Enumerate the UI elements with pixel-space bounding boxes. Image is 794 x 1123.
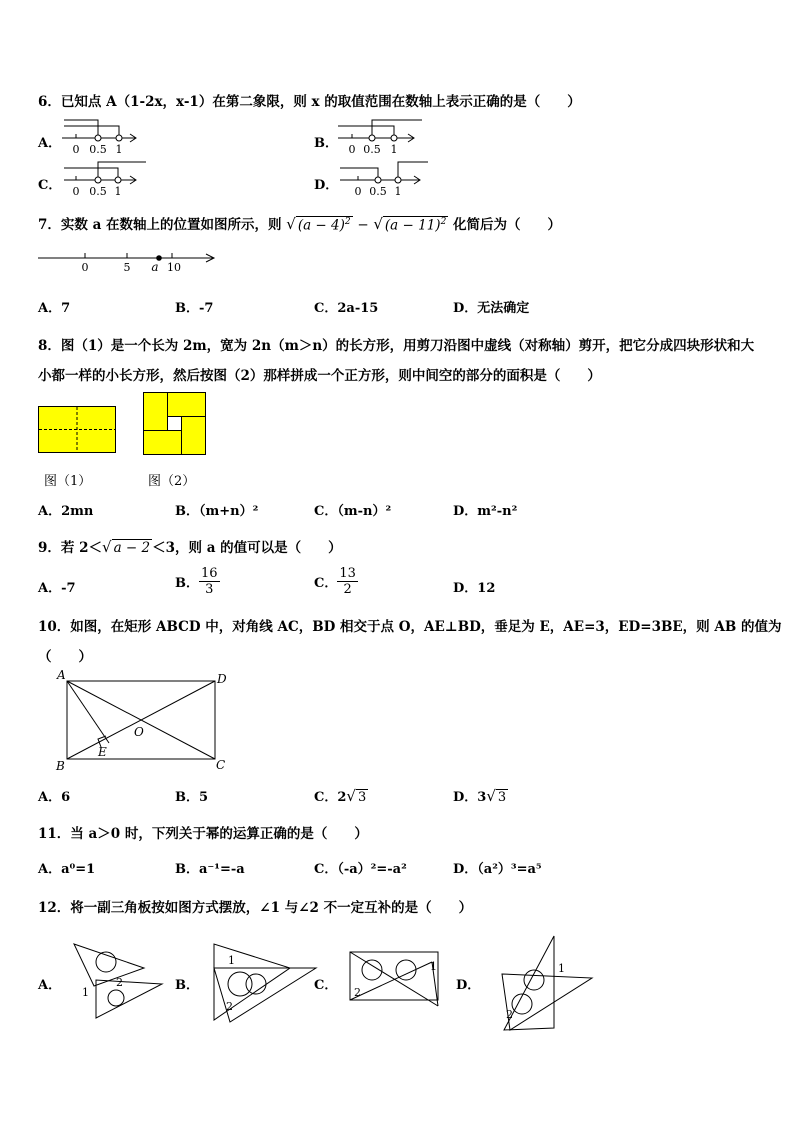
q8-figure-2-square <box>143 392 207 456</box>
svg-text:2: 2 <box>116 976 123 989</box>
q9-option-d: D．12 <box>453 581 496 596</box>
q8-figure-1-label: 图（1） <box>44 474 92 489</box>
q7-option-b: B．-7 <box>175 301 214 316</box>
q11-option-b: B．a⁻¹=-a <box>175 862 245 877</box>
tick-label: 0.5 <box>369 185 387 198</box>
q10-option-c: C．2√ 3 <box>314 787 367 805</box>
q11-text: 11．当 a＞0 时，下列关于幂的运算正确的是（ ） <box>38 826 368 842</box>
q11-option-d: D．（a²）³=a⁵ <box>453 862 542 877</box>
q6-text: 6．已知点 A（1-2x，x-1）在第二象限，则 x 的取值范围在数轴上表示正确的是（ ） <box>38 94 581 110</box>
tick-label: 1 <box>115 143 123 156</box>
q8-figure-2-label: 图（2） <box>148 474 196 489</box>
q12-option-c-figure <box>346 946 450 1010</box>
sqrt-icon: √ <box>286 215 296 233</box>
q8-text-line1: 8．图（1）是一个长为 2m，宽为 2n（m＞n）的长方形，用剪刀沿图中虚线（对称轴）剪开，把它分成四块形状和大 <box>38 338 755 354</box>
tick-label: 0 <box>348 143 356 156</box>
q7-text-post: 化简后为（ ） <box>453 217 561 233</box>
q7-text-pre: 7．实数 a 在数轴上的位置如图所示，则 <box>38 217 282 233</box>
q9-text-post: ＜3，则 a 的值可以是（ ） <box>152 540 342 556</box>
q9-option-c: C． $\frac{13}{2}$ <box>314 566 356 597</box>
svg-text:1: 1 <box>82 986 89 999</box>
svg-text:1: 1 <box>558 962 565 975</box>
q8-option-c: C．（m-n）² <box>314 504 392 519</box>
q9-radicand: a − 2 <box>113 540 151 556</box>
point-label: O <box>134 725 144 739</box>
q7-minus: − <box>357 217 369 233</box>
tick-label: 0.5 <box>89 185 107 198</box>
q8-figure-1-rectangle <box>38 406 118 454</box>
q9-option-b-fraction: $\frac{16}{3}$ <box>201 566 218 597</box>
tick-label: 1 <box>114 185 122 198</box>
svg-text:1: 1 <box>430 960 437 973</box>
tick-label: 1 <box>394 185 402 198</box>
q6-option-d-label: D． <box>314 178 339 193</box>
tick-label: 0 <box>72 143 80 156</box>
q10-text-line2: （ ） <box>38 649 92 665</box>
q7-option-d: D．无法确定 <box>453 301 530 316</box>
axis-label: a <box>151 260 159 274</box>
q6-option-b-label: B． <box>314 136 338 151</box>
point-label: D <box>217 672 227 686</box>
q7-question <box>38 213 561 233</box>
svg-text:2: 2 <box>226 1000 233 1013</box>
sqrt-icon: √ <box>373 215 383 233</box>
q12-option-c-label: C． <box>314 978 338 993</box>
q10-text-line1: 10．如图，在矩形 ABCD 中，对角线 AC，BD 相交于点 O，AE⊥BD，垂足为 E，AE=3，ED=3BE，则 AB 的值为 <box>38 619 782 635</box>
q9-option-c-fraction: $\frac{13}{2}$ <box>339 566 356 597</box>
q10-rectangle-figure <box>52 666 242 776</box>
q12-text: 12．将一副三角板按如图方式摆放，∠1 与∠2 不一定互补的是（ ） <box>38 900 473 916</box>
q6-option-c-numberline <box>58 158 148 200</box>
q11-option-c: C．（-a）²=-a² <box>314 862 407 877</box>
q7-option-a: A．7 <box>38 301 71 316</box>
q12-option-a-label: A． <box>38 978 62 993</box>
sqrt-icon: √ <box>346 787 356 805</box>
svg-text:1: 1 <box>228 954 235 967</box>
point-label: A <box>57 668 66 682</box>
q7-radicand-2: $(a - 11)^2$ <box>384 216 447 233</box>
q7-option-c: C．2a-15 <box>314 301 379 316</box>
axis-label: 0 <box>81 261 89 274</box>
q6-option-d-numberline <box>336 158 432 200</box>
q6-option-a-label: A． <box>38 136 62 151</box>
svg-text:2: 2 <box>506 1008 513 1021</box>
axis-label: 10 <box>167 261 181 274</box>
point-label: E <box>98 745 107 759</box>
q6-option-b-numberline <box>334 116 424 158</box>
q12-option-b-label: B． <box>175 978 199 993</box>
q10-option-d: D．3√ 3 <box>453 787 507 805</box>
q10-option-a: A．6 <box>38 790 71 805</box>
q8-text-line2: 小都一样的小长方形，然后按图（2）那样拼成一个正方形，则中间空的部分的面积是（ ） <box>38 368 601 384</box>
axis-label: 5 <box>123 261 131 274</box>
q12-option-d-label: D． <box>456 978 481 993</box>
q10-option-b: B．5 <box>175 790 209 805</box>
tick-label: 0.5 <box>89 143 107 156</box>
q8-option-b: B．（m+n）² <box>175 504 259 519</box>
point-label: B <box>56 759 65 773</box>
q7-radicand-1: $(a - 4)^2$ <box>297 216 351 233</box>
svg-text:2: 2 <box>354 986 361 999</box>
q6-option-c-label: C． <box>38 178 62 193</box>
q12-option-a-figure <box>68 938 168 1022</box>
q12-option-b-figure <box>206 938 326 1026</box>
q9-question <box>38 536 342 556</box>
tick-label: 1 <box>390 143 398 156</box>
q9-option-b: B． $\frac{16}{3}$ <box>175 566 218 597</box>
q7-numberline <box>34 248 224 276</box>
sqrt-icon: √ <box>102 538 112 556</box>
sqrt-icon: √ <box>486 787 496 805</box>
q8-option-a: A．2mn <box>38 504 94 519</box>
tick-label: 0.5 <box>363 143 381 156</box>
point-label: C <box>216 758 226 772</box>
q9-text-pre: 9．若 2＜ <box>38 540 102 556</box>
q12-option-d-figure <box>498 932 598 1032</box>
tick-label: 0 <box>354 185 362 198</box>
q9-option-a: A．-7 <box>38 581 76 596</box>
q11-option-a: A．a⁰=1 <box>38 862 96 877</box>
q6-option-a-numberline <box>58 116 148 158</box>
q8-option-d: D．m²-n² <box>453 504 518 519</box>
tick-label: 0 <box>72 185 80 198</box>
